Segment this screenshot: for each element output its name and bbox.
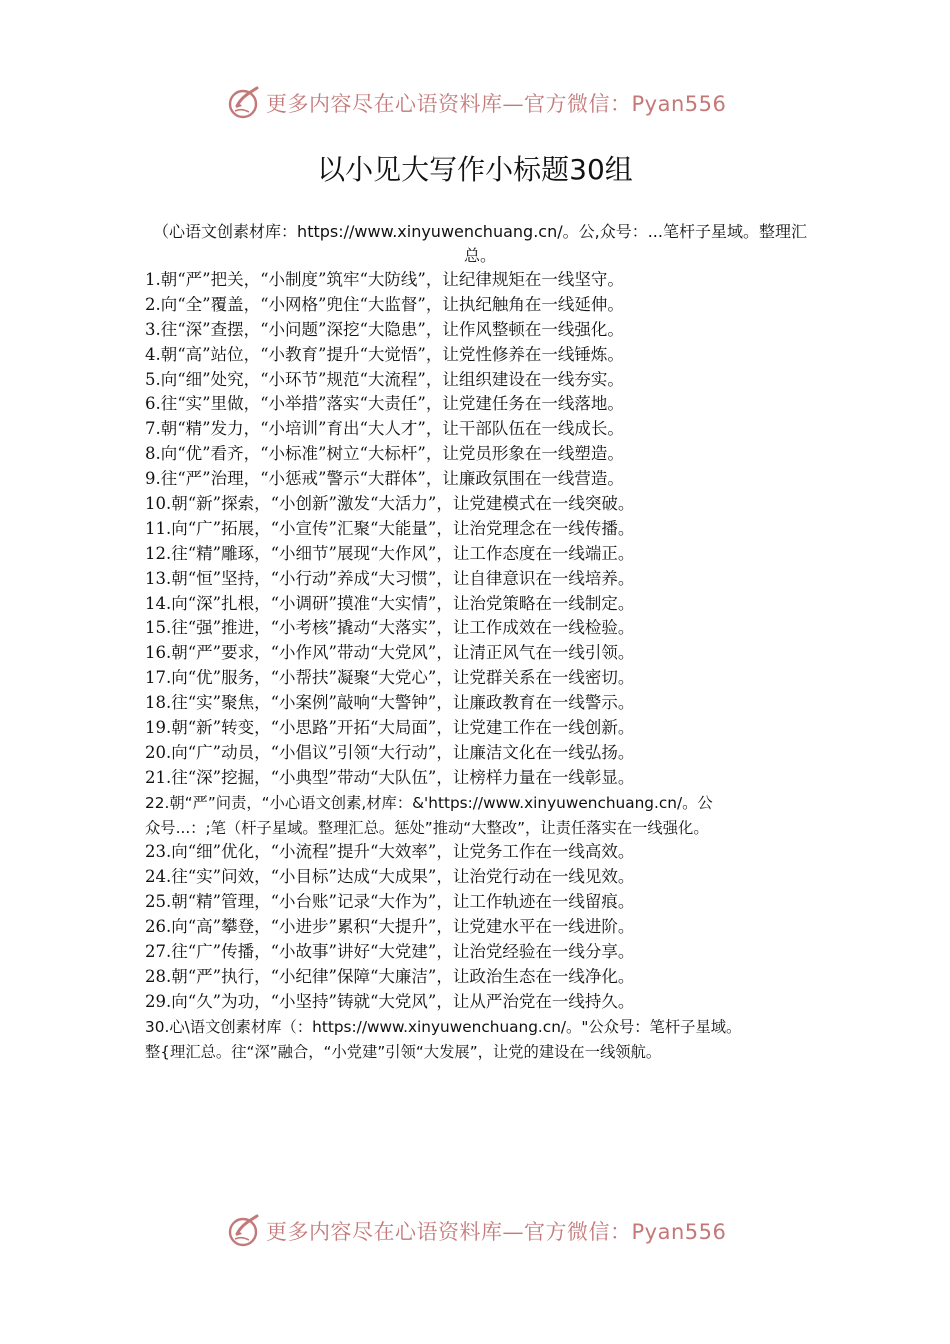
list-item: 2.向“全”覆盖，“小网格”兜住“大监督”，让执纪触角在一线延伸。 [145, 294, 624, 314]
pen-logo-icon [227, 1212, 263, 1248]
list-item: 21.往“深”挖掘，“小典型”带动“大队伍”，让榜样力量在一线彰显。 [145, 767, 635, 787]
headline-list [145, 268, 815, 1065]
list-item-30-line: 整{理汇总。往“深”融合，“小党建”引领“大发展”，让党的建设在一线领航。 [145, 1042, 662, 1061]
brand-slogan: 更多内容尽在心语资料库—官方微信：Pyan556 [266, 1220, 727, 1244]
list-item: 25.朝“精”管理，“小台账”记录“大作为”，让工作轨迹在一线留痕。 [145, 892, 635, 912]
list-item-30 [145, 1015, 815, 1065]
list-item: 12.往“精”雕琢，“小细节”展现“大作风”，让工作态度在一线端正。 [145, 543, 635, 563]
footer-watermark [0, 1210, 950, 1250]
list-item-30-line: 30.心\语文创素材库（：https://www.xinyuwenchuang.cn/。"公众号：笔杆子星域。 [145, 1017, 742, 1036]
source-note: （心语文创素材库：https://www.xinyuwenchuang.cn/。公,众号：...笔杆子星域。整理汇总。 [153, 222, 807, 265]
list-item: 13.朝“恒”坚持，“小行动”养成“大习惯”，让自律意识在一线培养。 [145, 568, 635, 588]
list-item: 14.向“深”扎根，“小调研”摸准“大实情”，让治党策略在一线制定。 [145, 593, 635, 613]
list-item: 3.往“深”查摆，“小问题”深挖“大隐患”，让作风整顿在一线强化。 [145, 319, 624, 339]
list-item: 16.朝“严”要求，“小作风”带动“大党风”，让清正风气在一线引领。 [145, 643, 635, 663]
list-item: 5.向“细”处究，“小环节”规范“大流程”，让组织建设在一线夯实。 [145, 369, 624, 389]
list-item: 11.向“广”拓展，“小宣传”汇聚“大能量”，让治党理念在一线传播。 [145, 518, 635, 538]
list-item: 4.朝“高”站位，“小教育”提升“大觉悟”，让党性修养在一线锤炼。 [145, 344, 624, 364]
list-item: 20.向“广”动员，“小倡议”引领“大行动”，让廉洁文化在一线弘扬。 [145, 742, 635, 762]
list-item: 23.向“细”优化，“小流程”提升“大效率”，让党务工作在一线高效。 [145, 842, 635, 862]
list-item: 26.向“高”攀登，“小进步”累积“大提升”，让党建水平在一线进阶。 [145, 917, 635, 937]
header-watermark [0, 82, 950, 122]
brand-slogan: 更多内容尽在心语资料库—官方微信：Pyan556 [266, 92, 727, 116]
list-item: 15.往“强”推进，“小考核”撬动“大落实”，让工作成效在一线检验。 [145, 618, 635, 638]
pen-logo-icon [227, 84, 263, 120]
page-title: 以小见大写作小标题30组 [317, 153, 633, 186]
list-item: 27.往“广”传播，“小故事”讲好“大党建”，让治党经验在一线分享。 [145, 942, 635, 962]
list-item: 17.向“优”服务，“小帮扶”凝聚“大党心”，让党群关系在一线密切。 [145, 668, 635, 688]
list-item: 18.往“实”聚焦，“小案例”敲响“大警钟”，让廉政教育在一线警示。 [145, 693, 635, 713]
list-item: 24.往“实”问效，“小目标”达成“大成果”，让治党行动在一线见效。 [145, 867, 635, 887]
list-item: 9.往“严”治理，“小惩戒”警示“大群体”，让廉政氛围在一线营造。 [145, 469, 624, 489]
list-item: 19.朝“新”转变，“小思路”开拓“大局面”，让党建工作在一线创新。 [145, 718, 635, 738]
list-item: 28.朝“严”执行，“小纪律”保障“大廉洁”，让政治生态在一线净化。 [145, 966, 635, 986]
list-item: 6.往“实”里做，“小举措”落实“大责任”，让党建任务在一线落地。 [145, 394, 624, 414]
list-item-22-line: 众号...：;笔（杆子星域。整理汇总。惩处”推动“大整改”，让责任落实在一线强化。 [145, 818, 709, 837]
wechat-id: Pyan556 [631, 1220, 727, 1244]
list-item: 10.朝“新”探索，“小创新”激发“大活力”，让党建模式在一线突破。 [145, 494, 635, 514]
list-item-22-line: 22.朝“严”问责，“小心语文创素,材库：&'https://www.xinyuwenchuang.cn/。公 [145, 793, 713, 812]
list-item: 7.朝“精”发力，“小培训”育出“大人才”，让干部队伍在一线成长。 [145, 419, 624, 439]
list-item-22 [145, 791, 815, 841]
wechat-id: Pyan556 [631, 92, 727, 116]
list-item: 1.朝“严”把关，“小制度”筑牢“大防线”，让纪律规矩在一线坚守。 [145, 270, 624, 289]
list-item: 29.向“久”为功，“小坚持”铸就“大党风”，让从严治党在一线持久。 [145, 991, 635, 1011]
list-item: 8.向“优”看齐，“小标准”树立“大标杆”，让党员形象在一线塑造。 [145, 444, 624, 464]
